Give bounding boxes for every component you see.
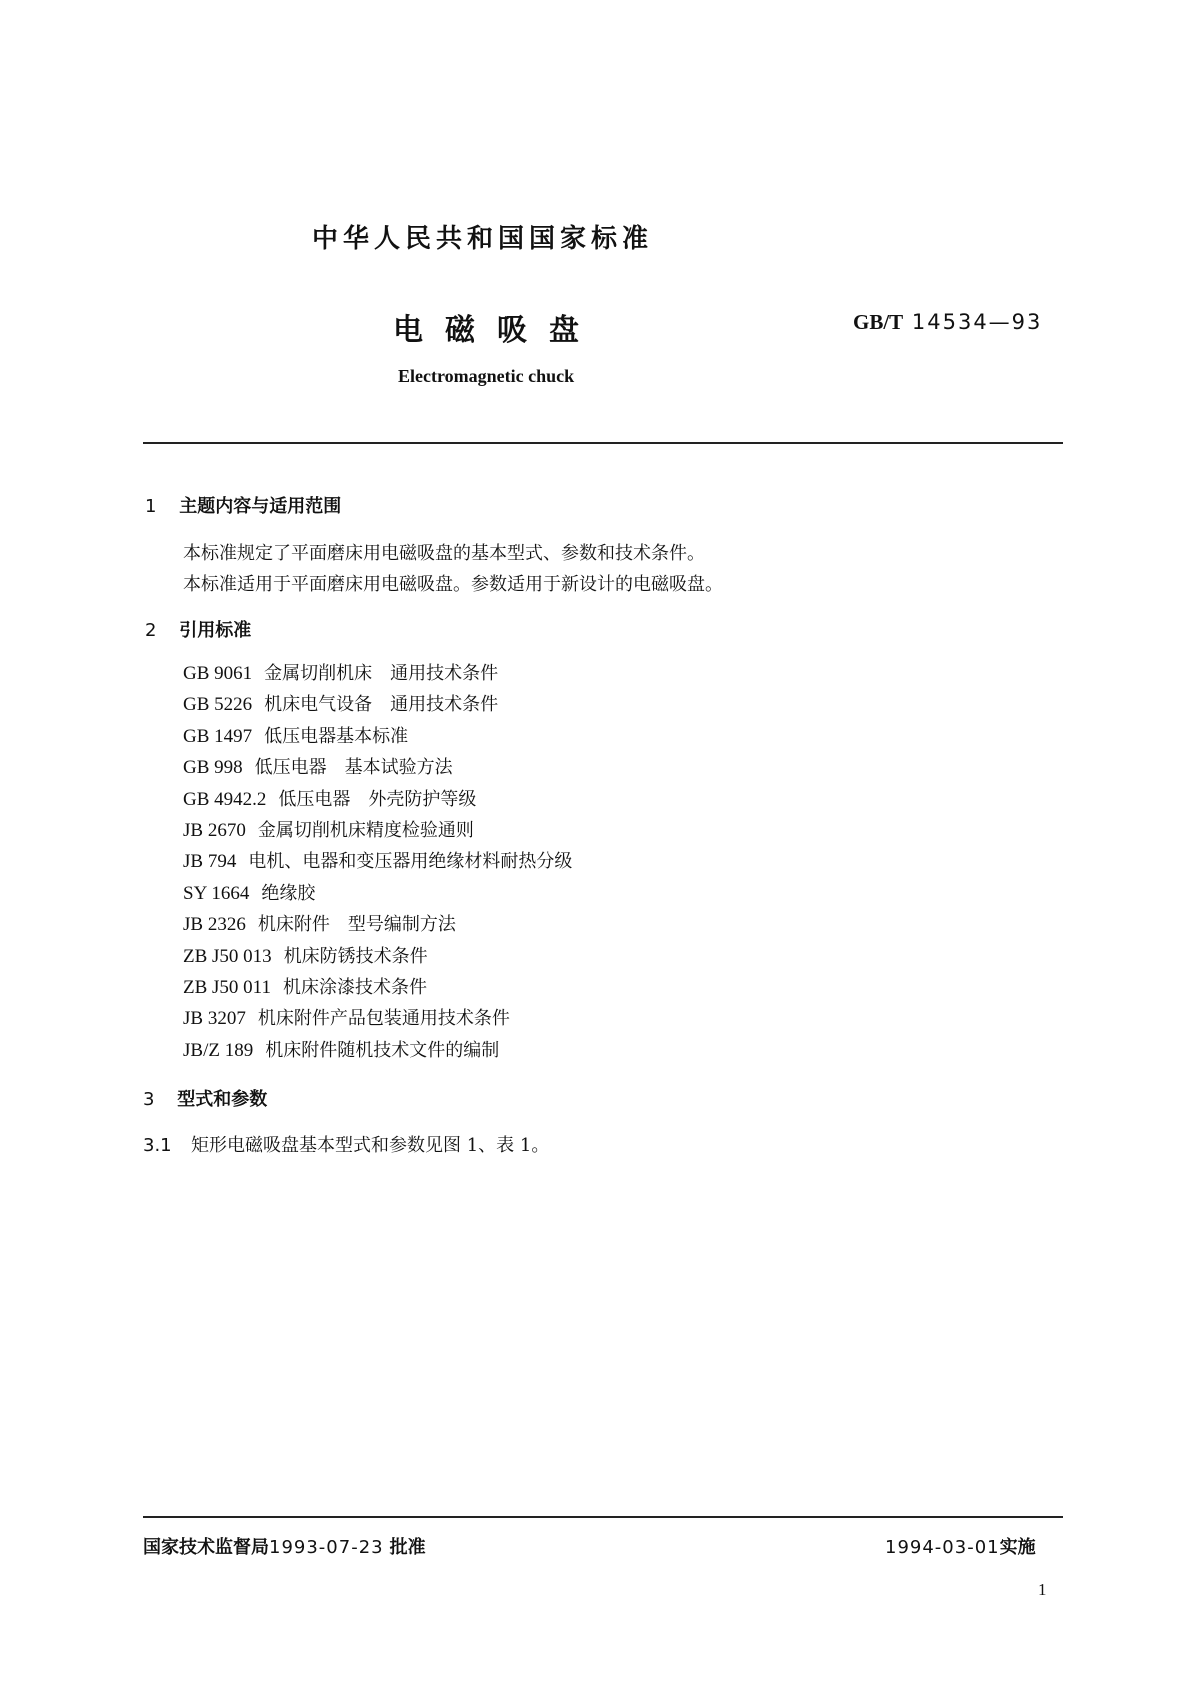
reference-code: ZB J50 013 [183,945,272,967]
page-number: 1 [1038,1580,1047,1599]
reference-code: SY 1664 [183,882,250,904]
reference-item [183,752,572,783]
reference-title: 金属切削机床 通用技术条件 [264,663,499,684]
document-title: 电磁吸盘 [393,313,601,348]
header-divider [143,442,1063,444]
reference-title: 机床电气设备 通用技术条件 [264,694,499,716]
reference-code: GB 5226 [183,694,253,716]
reference-item [183,784,572,815]
section-2-number: 2 [145,620,157,641]
reference-list [183,658,572,1066]
section-3-title: 型式和参数 [177,1089,268,1110]
reference-title: 低压电器 外壳防护等级 [278,788,477,810]
section-2-title: 引用标准 [179,620,252,641]
reference-code: JB 2326 [183,914,246,936]
reference-title: 机床防锈技术条件 [283,945,428,967]
reference-item [183,1003,572,1034]
reference-item [183,941,572,972]
subsection-3-1 [143,1131,549,1157]
reference-item [183,1035,572,1066]
reference-title: 电机、电器和变压器用绝缘材料耐热分级 [248,851,573,873]
reference-item [183,658,572,689]
reference-item [183,815,572,846]
standard-code-prefix: GB/T [853,310,904,334]
section-3-heading [143,1085,267,1111]
reference-title: 低压电器基本标准 [264,725,409,747]
document-english-title: Electromagnetic chuck [398,366,575,386]
reference-title: 机床附件 型号编制方法 [257,914,456,936]
effective-date: 1994-03-01 [885,1537,1000,1558]
reference-code: JB 2670 [183,819,246,841]
reference-item [183,972,572,1003]
reference-code: JB 794 [183,851,237,873]
reference-code: GB 9061 [183,663,253,684]
reference-item [183,878,572,909]
reference-item [183,846,572,877]
standard-code [853,310,1042,335]
approval-date: 1993-07-23 [269,1537,384,1558]
reference-item [183,721,572,752]
section-1-number: 1 [145,496,157,517]
footer-divider [143,1516,1063,1518]
section-1-heading [145,492,341,518]
reference-code: JB/Z 189 [183,1039,254,1061]
reference-title: 机床附件产品包装通用技术条件 [257,1008,510,1030]
approval-label: 批准 [389,1537,426,1558]
reference-title: 机床涂漆技术条件 [282,976,427,998]
approval-organization: 国家技术监督局 [143,1537,269,1558]
section-3-number: 3 [143,1089,155,1110]
reference-item [183,689,572,720]
approval-info [143,1533,426,1559]
reference-title: 金属切削机床精度检验通则 [257,819,474,841]
reference-code: GB 998 [183,757,243,779]
reference-code: GB 4942.2 [183,788,267,810]
reference-item [183,909,572,940]
reference-title: 绝缘胶 [261,882,316,904]
reference-title: 低压电器 基本试验方法 [254,757,453,779]
effective-label: 实施 [999,1537,1036,1558]
section-1-paragraph: 本标准适用于平面磨床用电磁吸盘。参数适用于新设计的电磁吸盘。 [183,574,723,595]
reference-code: GB 1497 [183,725,253,747]
effective-info [885,1533,1036,1559]
section-2-heading [145,616,251,642]
section-1-title: 主题内容与适用范围 [179,496,342,517]
section-1-paragraph: 本标准规定了平面磨床用电磁吸盘的基本型式、参数和技术条件。 [183,543,705,564]
reference-title: 机床附件随机技术文件的编制 [265,1039,500,1061]
subsection-3-1-text: 矩形电磁吸盘基本型式和参数见图 1、表 1。 [191,1135,550,1156]
national-standard-title: 中华人民共和国国家标准 [312,224,654,254]
standard-code-number: 14534—93 [911,310,1043,334]
reference-code: ZB J50 011 [183,976,271,998]
subsection-3-1-number: 3.1 [143,1135,172,1156]
reference-code: JB 3207 [183,1008,246,1030]
